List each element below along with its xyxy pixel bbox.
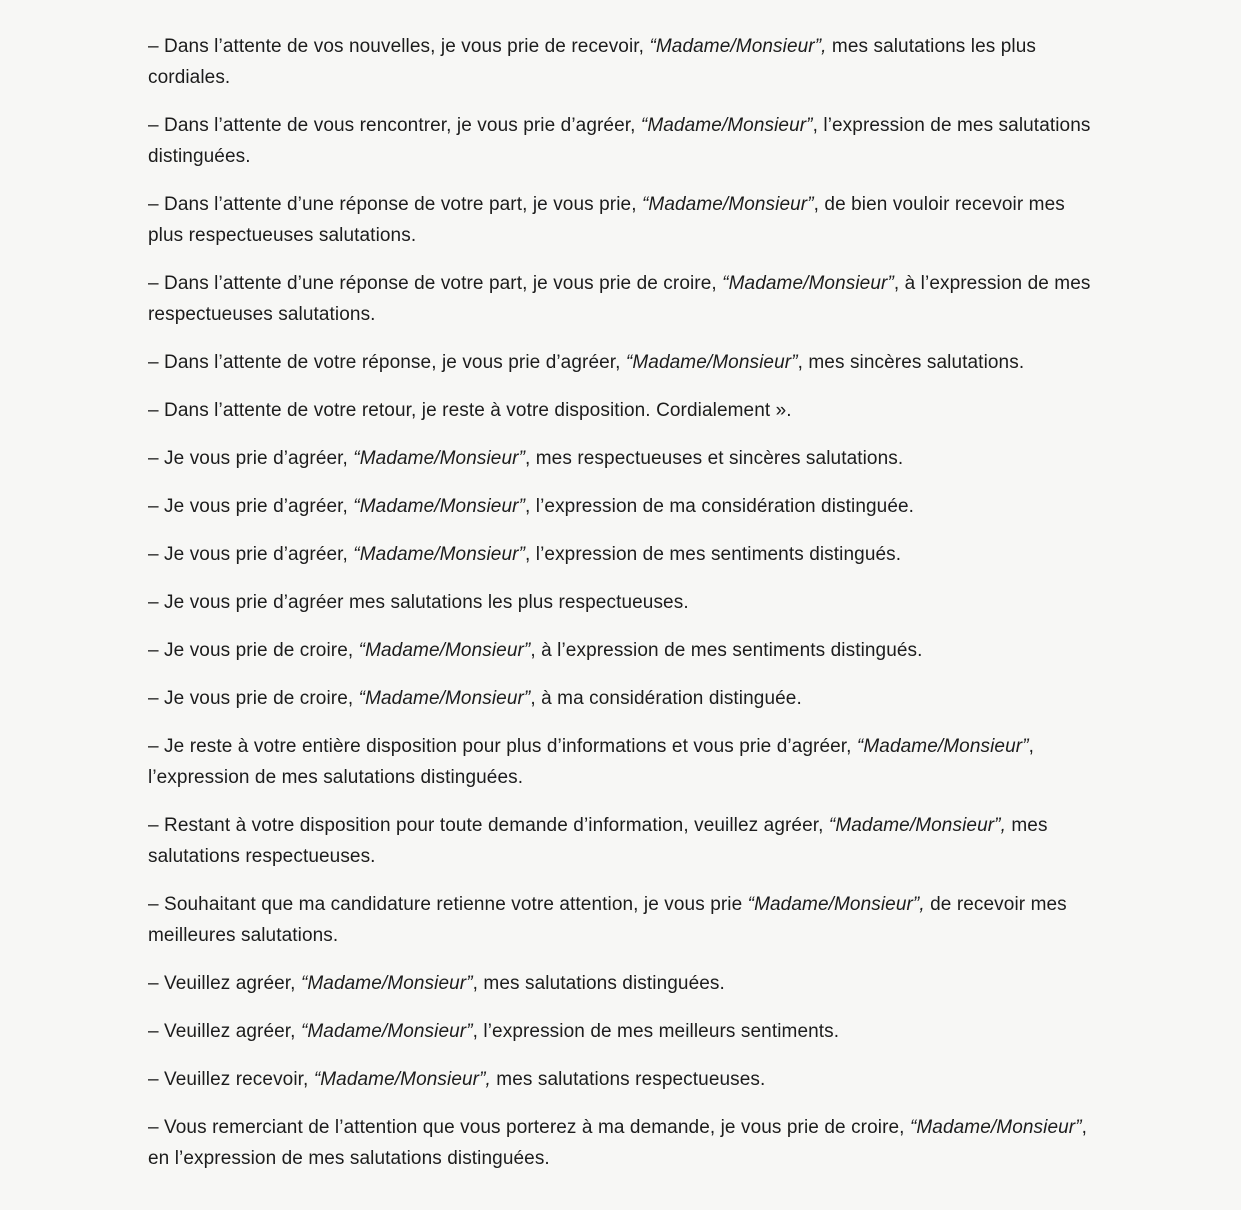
text-segment: , à ma considération distinguée. [530, 688, 802, 709]
paragraph-item [148, 1064, 1098, 1095]
paragraph-item [148, 587, 1098, 618]
text-segment: – Je vous prie d’agréer, [148, 448, 354, 469]
text-segment: – Restant à votre disposition pour toute demande d’information, veuillez agréer, [148, 815, 829, 836]
madame-monsieur-emphasis: “Madame/Monsieur” [856, 736, 1029, 757]
madame-monsieur-emphasis: “Madame/Monsieur” [300, 973, 473, 994]
paragraph-item [148, 31, 1098, 93]
madame-monsieur-emphasis: “Madame/Monsieur” [353, 496, 525, 517]
text-segment: – Je vous prie d’agréer mes salutations les plus respectueuses. [148, 592, 689, 613]
text-segment: – Je vous prie d’agréer, [148, 496, 354, 517]
madame-monsieur-emphasis: “Madame/Monsieur” [353, 448, 525, 469]
text-segment: – Dans l’attente de vos nouvelles, je vous prie de recevoir, [148, 36, 650, 57]
text-segment: , mes sincères salutations. [797, 352, 1025, 373]
madame-monsieur-emphasis: “Madame/Monsieur” [641, 194, 814, 215]
paragraph-item [148, 810, 1098, 872]
text-segment: – Dans l’attente d’une réponse de votre part, je vous prie de croire, [148, 273, 723, 294]
text-segment: , l’expression de mes sentiments distingués. [525, 544, 902, 565]
madame-monsieur-emphasis: “Madame/Monsieur”, [313, 1069, 491, 1090]
madame-monsieur-emphasis: “Madame/Monsieur” [358, 640, 531, 661]
text-segment: – Je vous prie de croire, [148, 688, 359, 709]
text-segment: – Je vous prie d’agréer, [148, 544, 354, 565]
text-segment: mes salutations respectueuses. [490, 1069, 766, 1090]
text-segment: – Dans l’attente de votre réponse, je vous prie d’agréer, [148, 352, 626, 373]
paragraph-item [148, 635, 1098, 666]
text-segment: , l’expression de mes meilleurs sentiments. [472, 1021, 840, 1042]
text-segment: de recevoir mes meilleures salutations. [148, 894, 1067, 946]
paragraph-item [148, 1112, 1098, 1174]
text-segment: – Dans l’attente d’une réponse de votre part, je vous prie, [148, 194, 642, 215]
text-segment: – Dans l’attente de vous rencontrer, je vous prie d’agréer, [148, 115, 641, 136]
paragraph-item [148, 395, 1098, 426]
madame-monsieur-emphasis: “Madame/Monsieur” [722, 273, 894, 294]
text-segment: , en l’expression de mes salutations distinguées. [148, 1117, 1088, 1169]
madame-monsieur-emphasis: “Madame/Monsieur” [353, 544, 525, 565]
text-segment: , de bien vouloir recevoir mes plus respectueuses salutations. [148, 194, 1065, 246]
text-segment: – Veuillez agréer, [148, 973, 301, 994]
text-segment: , à l’expression de mes respectueuses salutations. [148, 273, 1091, 325]
paragraph-item [148, 1016, 1098, 1047]
text-segment: , l’expression de mes salutations distinguées. [148, 115, 1091, 167]
madame-monsieur-emphasis: “Madame/Monsieur” [625, 352, 798, 373]
text-segment: , mes salutations distinguées. [472, 973, 725, 994]
paragraph-item [148, 539, 1098, 570]
text-segment: – Veuillez agréer, [148, 1021, 301, 1042]
text-segment: – Je reste à votre entière disposition pour plus d’informations et vous prie d’agréer, [148, 736, 857, 757]
paragraph-item [148, 889, 1098, 951]
text-segment: mes salutations respectueuses. [148, 815, 1048, 867]
paragraph-item [148, 110, 1098, 172]
text-segment: – Je vous prie de croire, [148, 640, 359, 661]
text-segment: mes salutations les plus cordiales. [148, 36, 1037, 88]
paragraph-item [148, 189, 1098, 251]
text-segment: – Souhaitant que ma candidature retienne votre attention, je vous prie [148, 894, 748, 915]
paragraph-list [148, 31, 1098, 1174]
text-segment: – Veuillez recevoir, [148, 1069, 314, 1090]
madame-monsieur-emphasis: “Madame/Monsieur”, [649, 36, 827, 57]
text-segment: – Dans l’attente de votre retour, je reste à votre disposition. Cordialement ». [148, 400, 792, 421]
madame-monsieur-emphasis: “Madame/Monsieur” [358, 688, 531, 709]
paragraph-item [148, 347, 1098, 378]
paragraph-item [148, 731, 1098, 793]
paragraph-item [148, 443, 1098, 474]
text-segment: – Vous remerciant de l’attention que vous porterez à ma demande, je vous prie de croire, [148, 1117, 910, 1138]
madame-monsieur-emphasis: “Madame/Monsieur”, [828, 815, 1006, 836]
text-segment: , l’expression de mes salutations distinguées. [148, 736, 1035, 788]
madame-monsieur-emphasis: “Madame/Monsieur”, [747, 894, 925, 915]
madame-monsieur-emphasis: “Madame/Monsieur” [909, 1117, 1082, 1138]
paragraph-item [148, 968, 1098, 999]
madame-monsieur-emphasis: “Madame/Monsieur” [300, 1021, 473, 1042]
paragraph-item [148, 491, 1098, 522]
text-segment: , l’expression de ma considération distinguée. [525, 496, 915, 517]
madame-monsieur-emphasis: “Madame/Monsieur” [640, 115, 813, 136]
text-segment: , à l’expression de mes sentiments distingués. [530, 640, 923, 661]
text-segment: , mes respectueuses et sincères salutations. [525, 448, 904, 469]
paragraph-item [148, 268, 1098, 330]
paragraph-item [148, 683, 1098, 714]
